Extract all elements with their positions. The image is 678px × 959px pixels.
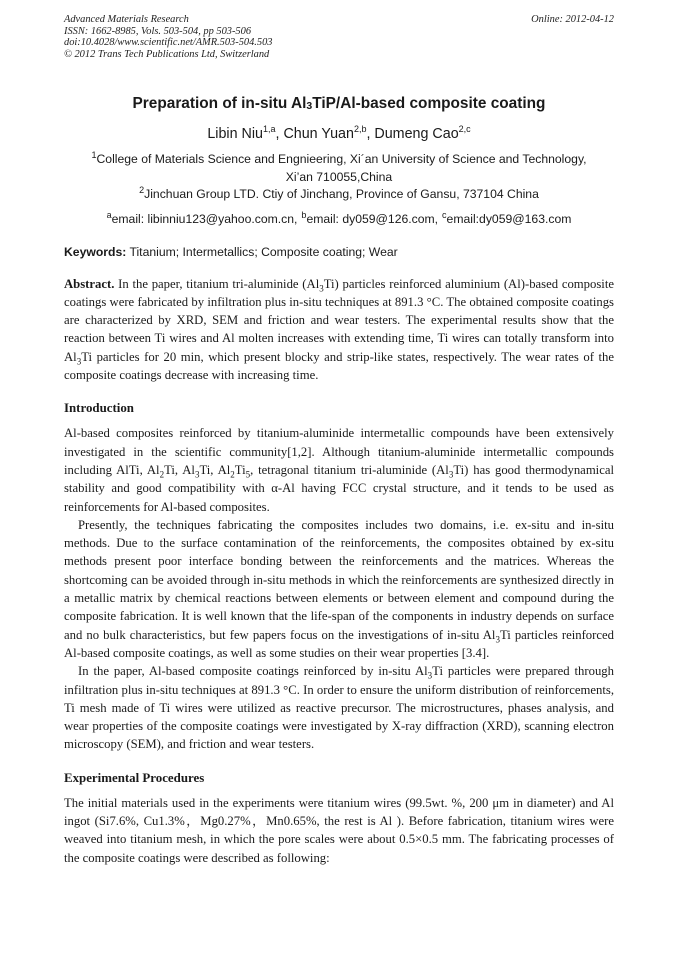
affiliation-2: $^2$Jinchuan Group LTD. Ctiy of Jinchang, Province of Gansu, 737104 China — [139, 185, 539, 202]
keywords — [64, 244, 614, 261]
abstract-label: Abstract. — [64, 276, 115, 291]
affiliation-1: $^1$College of Materials Science and Engnieering, Xi´an University of Science and Technology, — [91, 150, 587, 167]
experimental-paragraph-1: The initial materials used in the experiments were titanium wires (99.5wt. %, 200 μm in diameter) and Al ingot (Si7.6%, Cu1.3%，Mg0.27%，Mn0.65%, the rest is Al ). Before fabrication, titanium wires were weaved into titanium mesh, in which the pore scales were about 0.5×0.5 mm. The fabricating processes of the composite coatings were described as following: — [64, 795, 614, 865]
section-heading-introduction: Introduction — [64, 401, 134, 416]
intro-paragraph-1: Al-based composites reinforced by titanium-aluminide intermetallic compounds have been extensively investigated in the scientific community[1,2]. Although titanium-aluminide intermetallic compounds including AlTi, $Al_2Ti$, $Al_3Ti$, $Al_2Ti_5$, tetragonal titanium tri-aluminide $(Al_3Ti)$ has good thermodynamical stability and good compatibility with α-Al having FCC crystal structure, and it tends to be used as reinforcements for Al-based composites. — [64, 426, 614, 514]
email-a: $^a$email: libinniu123@yahoo.com.cn, — [106, 209, 298, 226]
email-c: $^c$email:dy059@163.com — [442, 209, 572, 226]
author-3: Dumeng Cao — [374, 126, 459, 143]
section-heading-experimental: Experimental Procedures — [64, 770, 205, 785]
abstract: Abstract. In the paper, titanium tri-aluminide $(Al_3Ti)$ particles reinforced aluminium (Al)-based composite coatings were fabricated by infiltration plus in-situ techniques at 891.3 °C. The obtained composite coatings are characterized by XRD, SEM and friction and wear testers. The experimental results show that the reaction between Ti wires and Al molten increases with extending time, Ti wires can totally transform into $Al_3Ti$ particles for 20 min, which present blocky and strip-like states, respectively. The wear rates of the composite coatings decrease with increasing time. — [64, 276, 614, 383]
affiliation-1-city: Xi’an 710055,China — [285, 169, 393, 184]
intro-paragraph-2: Presently, the techniques fabricating the composites includes two domains, i.e. ex-situ and in-situ methods. Due to the surface contamination of the reinforcements, the composites obtained by ex-situ methods present poor interface bonding between the reinforcements and the matrices. Whereas the shortcoming can be avoided through in-situ methods in which the reinforcements are synthesized directly in a metallic matrix by chemical reactions between elements or between element and compound during the composite fabrication. It is well known that the life-span of the components in industry depends on surface and no bulk characteristics, but few papers focus on the investigations of in-situ $Al_3Ti$ particles reinforced Al-based composite coatings, as well as some studies on their wear properties [3.4]. — [64, 517, 614, 660]
journal-issn: ISSN: 1662-8985, Vols. 503-504, pp 503-506 — [64, 25, 252, 37]
journal-name: Advanced Materials Research — [64, 14, 189, 25]
affiliations — [64, 151, 614, 203]
journal-doi: doi:10.4028/www.scientific.net/AMR.503-504.503 — [64, 37, 273, 49]
email-b: $^b$email: dy059@126.com, — [301, 209, 439, 226]
journal-copyright: © 2012 Trans Tech Publications Ltd, Switzerland — [64, 48, 270, 60]
online-date: Online: 2012-04-12 — [531, 14, 614, 25]
keywords-text: Titanium; Intermetallics; Composite coating; Wear — [126, 244, 398, 259]
paper-title: Preparation of in-situ $Al_3TiP/Al$-based composite coating — [132, 95, 546, 113]
keywords-label: Keywords: — [64, 244, 127, 259]
author-2: Chun Yuan — [283, 126, 354, 143]
journal-header — [64, 14, 614, 60]
author-1: Libin Niu — [207, 126, 263, 143]
author-list: Libin Niu$^{1,a}$, Chun Yuan$^{2,b}$, Dumeng Cao$^{2,c}$ — [207, 124, 471, 143]
intro-paragraph-3: In the paper, Al-based composite coatings reinforced by in-situ $Al_3Ti$ particles were prepared through infiltration plus in-situ techniques at 891.3 °C. In order to ensure the uniform distribution of reinforcements, Ti mesh made of Ti wires were utilized as reactive precursor. The microstructures, phases analysis, and wear properties of the composite coatings were investigated by X-ray diffraction (XRD), scanning electron microscopy (SEM), and friction and wear testers. — [64, 664, 614, 752]
author-emails — [64, 211, 614, 228]
